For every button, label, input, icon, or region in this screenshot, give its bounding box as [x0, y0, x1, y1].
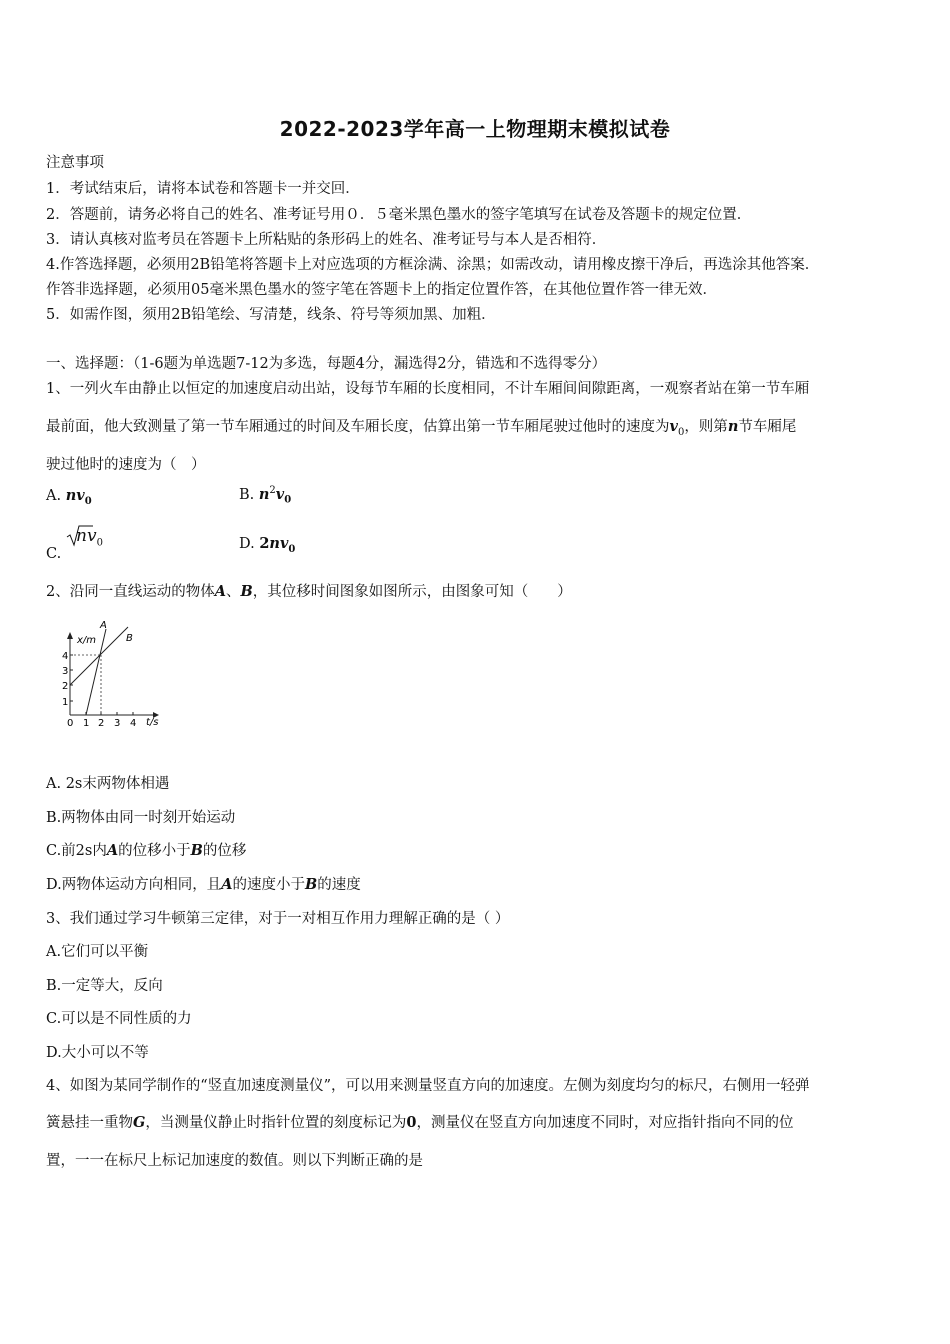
notice-item-5: 5．如需作图，须用2B铅笔绘、写清楚，线条、符号等须加黑、加粗． — [46, 307, 496, 323]
line-b-label: B — [126, 633, 133, 644]
q1-stem-line3: 驶过他时的速度为（ ） — [46, 457, 206, 473]
x-axis-label: t/s — [146, 717, 159, 728]
q3-option-a[interactable]: A.它们可以平衡 — [46, 944, 149, 960]
q4-stem-line3: 置，一一在标尺上标记加速度的数值。则以下判断正确的是 — [46, 1153, 423, 1169]
q1-option-a[interactable]: A. $nv_0$ — [46, 487, 92, 507]
q3-option-d[interactable]: D.大小可以不等 — [46, 1045, 149, 1061]
notice-item-4: 4.作答选择题，必须用2B铅笔将答题卡上对应选项的方框涂满、涂黑；如需改动，请用橡皮擦干净后，再选涂其他答案． — [46, 257, 820, 273]
y-tick-4: 4 — [62, 651, 69, 662]
y-tick-3: 3 — [62, 666, 69, 677]
position-time-graph — [58, 615, 168, 733]
x-tick-4: 4 — [130, 718, 137, 729]
q3-option-b[interactable]: B.一定等大，反向 — [46, 978, 163, 994]
q2-option-a[interactable]: A. 2s末两物体相遇 — [46, 776, 170, 792]
x-tick-1: 1 — [83, 718, 90, 729]
notice-item-3: 3．请认真核对监考员在答题卡上所粘贴的条形码上的姓名、准考证号与本人是否相符． — [46, 232, 607, 248]
line-a-label: A — [100, 620, 107, 631]
section-heading: 一、选择题：（1-6题为单选题7-12为多选，每题4分，漏选得2分，错选和不选得零分） — [46, 356, 607, 372]
y-axis-arrow-icon — [67, 632, 73, 639]
q4-stem-line2: 簧悬挂一重物G，当测量仪静止时指针位置的刻度标记为0，测量仪在竖直方向加速度不同时，对应指针指向不同的位 — [46, 1114, 794, 1131]
q3-option-c[interactable]: C.可以是不同性质的力 — [46, 1011, 192, 1027]
q1-option-c[interactable]: C. $nv_0$ — [46, 524, 110, 554]
origin-label: 0 — [67, 718, 74, 729]
x-tick-2: 2 — [98, 718, 105, 729]
q1-stem-line2: 最前面，他大致测量了第一节车厢通过的时间及车厢长度，估算出第一节车厢尾驶过他时的速度为$v_0$，则第n节车厢尾 — [46, 418, 797, 438]
q3-stem: 3、我们通过学习牛顿第三定律，对于一对相互作用力理解正确的是（ ） — [46, 911, 510, 927]
q1-option-d[interactable]: D. $2nv_0$ — [239, 535, 296, 555]
notice-heading: 注意事项 — [46, 155, 104, 171]
q2-stem: 2、沿同一直线运动的物体A、B，其位移时间图象如图所示，由图象可知（ ） — [46, 583, 572, 600]
q2-option-c[interactable]: C.前2s内A的位移小于B的位移 — [46, 842, 247, 859]
q4-stem-line1: 4、如图为某同学制作的“竖直加速度测量仪”，可以用来测量竖直方向的加速度。左侧为刻度均匀的标尺，右侧用一轻弹 — [46, 1078, 810, 1094]
q1-option-b[interactable]: B. $n^2v_0$ — [239, 485, 292, 506]
sqrt-radicand: $nv_0$ — [76, 526, 103, 549]
y-axis-label: x/m — [77, 635, 97, 646]
q2-option-d[interactable]: D.两物体运动方向相同，且A的速度小于B的速度 — [46, 876, 361, 893]
y-tick-2: 2 — [62, 681, 69, 692]
y-tick-1: 1 — [62, 697, 69, 708]
q2-option-b[interactable]: B.两物体由同一时刻开始运动 — [46, 810, 236, 826]
x-tick-3: 3 — [114, 718, 121, 729]
notice-item-1: 1．考试结束后，请将本试卷和答题卡一并交回． — [46, 181, 360, 197]
q1-stem-line1: 1、一列火车由静止以恒定的加速度启动出站，设每节车厢的长度相同，不计车厢间间隙距离，一观察者站在第一节车厢 — [46, 381, 810, 397]
notice-item-4-cont: 作答非选择题，必须用05毫米黑色墨水的签字笔在答题卡上的指定位置作答，在其他位置作答一律无效． — [46, 282, 717, 298]
page-title: 2022-2023学年高一上物理期末模拟试卷 — [279, 117, 671, 141]
notice-item-2: 2．答题前，请务必将自己的姓名、准考证号用０．５毫米黑色墨水的签字笔填写在试卷及答题卡的规定位置． — [46, 207, 752, 223]
